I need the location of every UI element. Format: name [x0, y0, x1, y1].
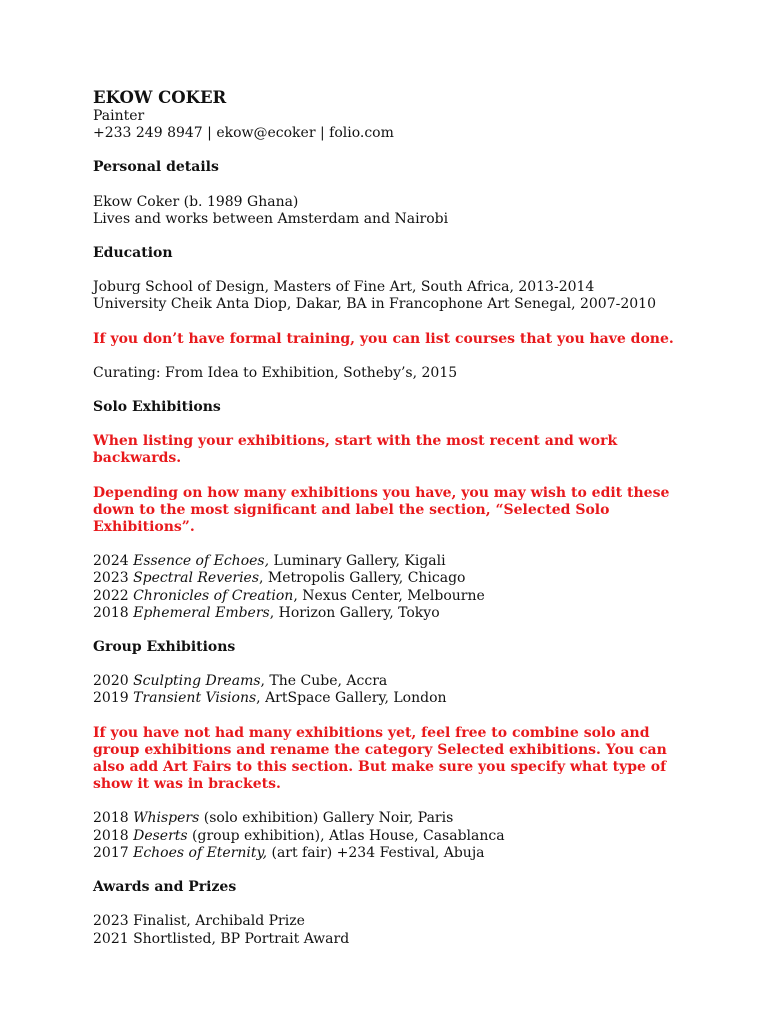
- artist-title: Painter: [93, 108, 145, 124]
- course-line: Curating: From Idea to Exhibition, Sotheby’s, 2015: [93, 364, 458, 381]
- exhibition-entry: 2019 Transient Visions, ArtSpace Gallery, London: [93, 690, 447, 707]
- exhibition-entry: 2024 Essence of Echoes, Luminary Gallery, Kigali: [93, 553, 446, 570]
- solo-heading: Solo Exhibitions: [93, 399, 221, 416]
- award-entry: 2023 Finalist, Archibald Prize: [93, 913, 305, 930]
- contact-line: +233 249 8947 | ekow@ecoker | folio.com: [93, 125, 394, 142]
- personal-line: Ekow Coker (b. 1989 Ghana): [93, 193, 299, 210]
- exhibition-entry: 2020 Sculpting Dreams, The Cube, Accra: [93, 673, 388, 690]
- education-heading: Education: [93, 245, 173, 262]
- award-entry: 2021 Shortlisted, BP Portrait Award: [93, 930, 350, 947]
- awards-heading: Awards and Prizes: [93, 879, 237, 896]
- exhibition-entry: 2018 Deserts (group exhibition), Atlas House, Casablanca: [93, 827, 505, 844]
- personal-heading: Personal details: [93, 159, 219, 176]
- group-tip: If you have not had many exhibitions yet, feel free to combine solo and group exhibitions and rename the category Selected exhibitions. You can also add Art Fairs to this section. But make sure you specify what type of show it was in brackets.: [93, 724, 667, 793]
- group-heading: Group Exhibitions: [93, 639, 236, 656]
- exhibition-entry: 2023 Spectral Reveries, Metropolis Gallery, Chicago: [93, 570, 466, 587]
- exhibition-entry: 2018 Ephemeral Embers, Horizon Gallery, Tokyo: [93, 604, 440, 621]
- cv-content: [93, 88, 693, 948]
- exhibition-entry: 2022 Chronicles of Creation, Nexus Center, Melbourne: [93, 587, 485, 604]
- exhibition-entry: 2018 Whispers (solo exhibition) Gallery Noir, Paris: [93, 810, 454, 827]
- education-line: University Cheik Anta Diop, Dakar, BA in Francophone Art Senegal, 2007-2010: [93, 296, 656, 313]
- artist-name: EKOW COKER: [93, 88, 227, 107]
- personal-line: Lives and works between Amsterdam and Nairobi: [93, 210, 449, 227]
- education-line: Joburg School of Design, Masters of Fine Art, South Africa, 2013-2014: [93, 279, 595, 296]
- education-tip: If you don’t have formal training, you can list courses that you have done.: [93, 330, 674, 347]
- exhibition-entry: 2017 Echoes of Eternity, (art fair) +234 Festival, Abuja: [93, 844, 485, 861]
- solo-tip-selection: Depending on how many exhibitions you have, you may wish to edit these down to the most significant and label the section, “Selected Solo Exhibitions”.: [93, 484, 670, 536]
- solo-tip-order: When listing your exhibitions, start with the most recent and work backwards.: [93, 433, 618, 467]
